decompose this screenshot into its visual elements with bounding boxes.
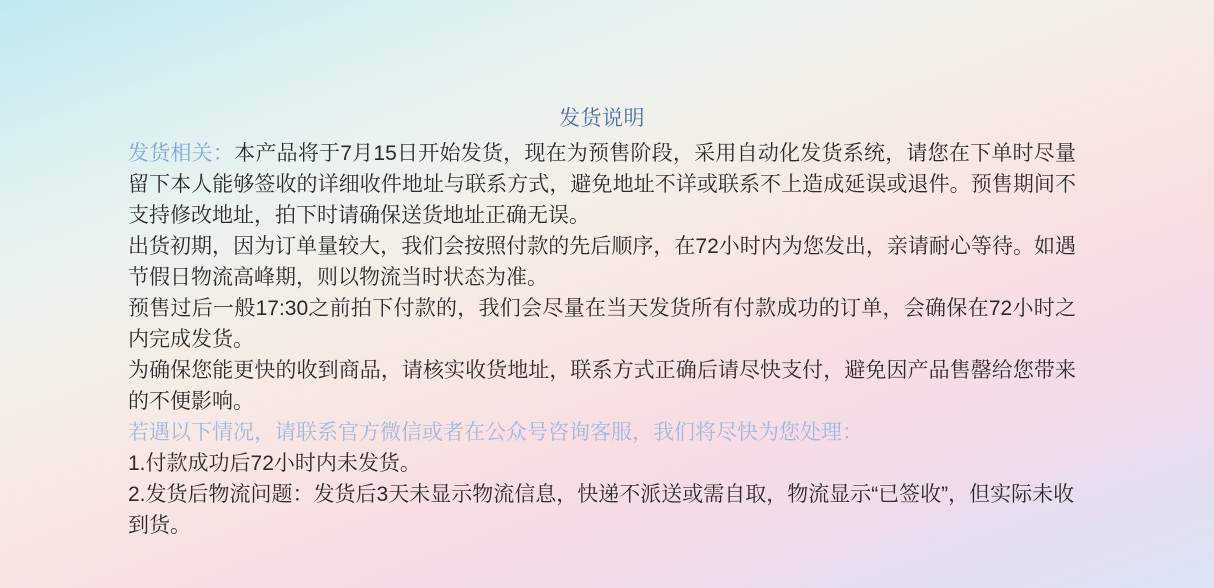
shipping-notice-document	[128, 104, 1076, 541]
list-item: 2.发货后物流问题：发货后3天未显示物流信息，快递不派送或需自取，物流显示“已签收”，但实际未收到货。	[128, 483, 1075, 537]
paragraph-presale-cutoff: 预售过后一般17:30之前拍下付款的，我们会尽量在当天发货所有付款成功的订单，会确保在72小时之内完成发货。	[128, 297, 1076, 351]
paragraph-contact-notice: 若遇以下情况，请联系官方微信或者在公众号咨询客服，我们将尽快为您处理：	[128, 421, 863, 444]
paragraph-lead-label: 发货相关：	[128, 142, 235, 165]
page-title: 发货说明	[559, 107, 645, 130]
paragraph-text: 本产品将于7月15日开始发货，现在为预售阶段，采用自动化发货系统，请您在下单时尽量留下本人能够签收的详细收件地址与联系方式，避免地址不详或联系不上造成延误或退件。预售期间不支持修改地址，拍下时请确保送货地址正确无误。	[128, 142, 1076, 227]
paragraph-initial-shipment: 出货初期，因为订单量较大，我们会按照付款的先后顺序，在72小时内为您发出，亲请耐心等待。如遇节假日物流高峰期，则以物流当时状态为准。	[128, 235, 1076, 289]
list-item: 1.付款成功后72小时内未发货。	[128, 452, 421, 475]
paragraph-address-confirm: 为确保您能更快的收到商品，请核实收货地址，联系方式正确后请尽快支付，避免因产品售罄给您带来的不便影响。	[128, 359, 1076, 413]
paragraph-shipping-related	[128, 138, 1076, 231]
